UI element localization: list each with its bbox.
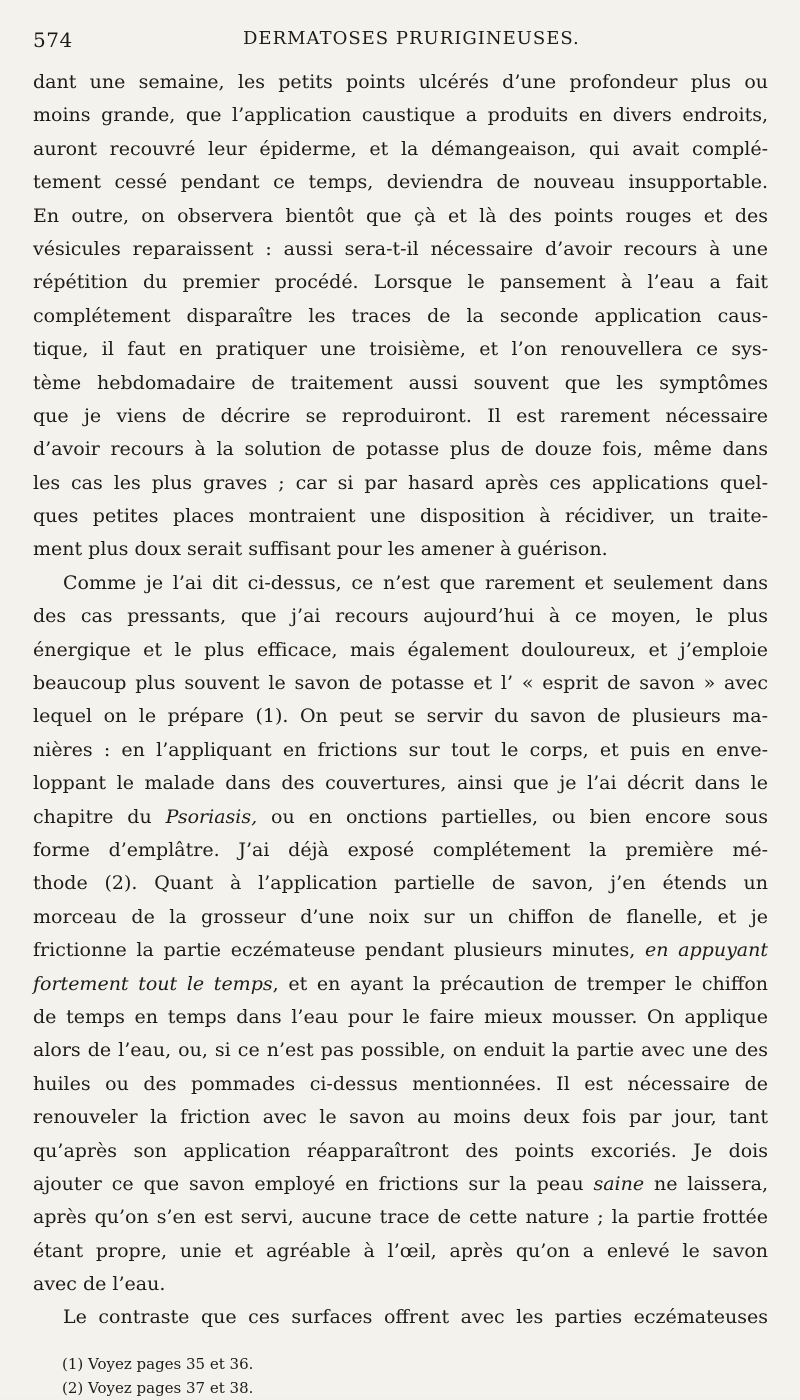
text-line <box>33 934 768 967</box>
text-line: lequel on le prépare (1). On peut se servir du savon de plusieurs ma- <box>33 705 768 728</box>
page-header <box>33 28 773 58</box>
text-segment: ou en onctions partielles, ou bien encore sous <box>257 805 768 828</box>
footnotes <box>62 1352 662 1400</box>
text-line <box>33 968 768 1001</box>
text-line: thode (2). Quant à l’application partielle de savon, j’en étends un <box>33 872 768 895</box>
text-line: que je viens de décrire se reproduiront. Il est rarement nécessaire <box>33 404 768 427</box>
text-segment: frictionne la partie eczémateuse pendant plusieurs minutes, <box>33 939 645 962</box>
text-line: renouveler la friction avec le savon au moins deux fois par jour, tant <box>33 1106 768 1129</box>
footnote: (1) Voyez pages 35 et 36. <box>62 1355 254 1373</box>
text-line: En outre, on observera bientôt que çà et là des points rouges et des <box>33 204 768 227</box>
text-line: morceau de la grosseur d’une noix sur un chiffon de flanelle, et je <box>33 905 768 928</box>
text-segment: ne laissera, <box>644 1172 768 1195</box>
text-line <box>33 1168 768 1201</box>
text-line: beaucoup plus souvent le savon de potasse et l’ « esprit de savon » avec <box>33 672 768 695</box>
italic-term: Psoriasis, <box>165 805 258 828</box>
text-line <box>33 801 768 834</box>
text-line: Le contraste que ces surfaces offrent avec les parties eczémateuses <box>63 1306 768 1329</box>
text-line: dant une semaine, les petits points ulcérés d’une profondeur plus ou <box>33 71 768 93</box>
text-line: alors de l’eau, ou, si ce n’est pas possible, on enduit la partie avec une des <box>33 1039 768 1062</box>
text-segment: , et en ayant la précaution de tremper le chiffon <box>272 972 769 995</box>
text-line: étant propre, unie et agréable à l’œil, après qu’on a enlevé le savon <box>33 1239 768 1262</box>
italic-phrase: en appuyant <box>645 939 769 962</box>
text-line: de temps en temps dans l’eau pour le faire mieux mousser. On applique <box>33 1005 768 1028</box>
text-line: complétement disparaître les traces de la seconde application caus- <box>33 304 768 327</box>
page-number: 574 <box>33 28 73 52</box>
text-line: répétition du premier procédé. Lorsque le pansement à l’eau a fait <box>33 271 768 294</box>
text-line: loppant le malade dans des couvertures, ainsi que je l’ai décrit dans le <box>33 772 768 795</box>
text-line: tement cessé pendant ce temps, deviendra de nouveau insupportable. <box>33 171 768 194</box>
italic-word: saine <box>593 1172 645 1195</box>
text-line: d’avoir recours à la solution de potasse plus de douze fois, même dans <box>33 438 768 461</box>
text-line: qu’après son application réapparaîtront des points excoriés. Je dois <box>33 1139 768 1162</box>
text-line: forme d’emplâtre. J’ai déjà exposé complétement la première mé- <box>33 838 768 861</box>
text-line: nières : en l’appliquant en frictions sur tout le corps, et puis en enve- <box>33 738 768 761</box>
text-line: après qu’on s’en est servi, aucune trace de cette nature ; la partie frottée <box>33 1206 768 1229</box>
text-line: moins grande, que l’application caustique a produits en divers endroits, <box>33 104 768 127</box>
text-line: huiles ou des pommades ci-dessus mentionnées. Il est nécessaire de <box>33 1072 768 1095</box>
text-line: auront recouvré leur épiderme, et la démangeaison, qui avait complé- <box>33 137 768 160</box>
text-line: les cas les plus graves ; car si par hasard après ces applications quel- <box>33 471 768 494</box>
text-line: tème hebdomadaire de traitement aussi souvent que les symptômes <box>33 371 768 394</box>
text-line: vésicules reparaissent : aussi sera-t-il nécessaire d’avoir recours à une <box>33 237 768 260</box>
text-line: ques petites places montraient une disposition à récidiver, un traite- <box>33 505 768 528</box>
body-text <box>33 66 768 1335</box>
text-line: Comme je l’ai dit ci-dessus, ce n’est que rarement et seulement dans <box>63 571 768 594</box>
text-line: ment plus doux serait suffisant pour les amener à guérison. <box>33 538 608 561</box>
text-line: tique, il faut en pratiquer une troisième, et l’on renouvellera ce sys- <box>33 338 768 361</box>
running-title: DERMATOSES PRURIGINEUSES. <box>243 28 580 49</box>
text-line: des cas pressants, que j’ai recours aujourd’hui à ce moyen, le plus <box>33 605 768 628</box>
italic-phrase: fortement tout le temps <box>33 972 273 995</box>
text-segment: ajouter ce que savon employé en frictions sur la peau <box>33 1172 594 1195</box>
text-line: énergique et le plus efficace, mais également douloureux, et j’emploie <box>33 638 768 661</box>
text-segment: chapitre du <box>33 805 166 828</box>
text-line: avec de l’eau. <box>33 1273 166 1296</box>
footnote: (2) Voyez pages 37 et 38. <box>62 1379 254 1397</box>
